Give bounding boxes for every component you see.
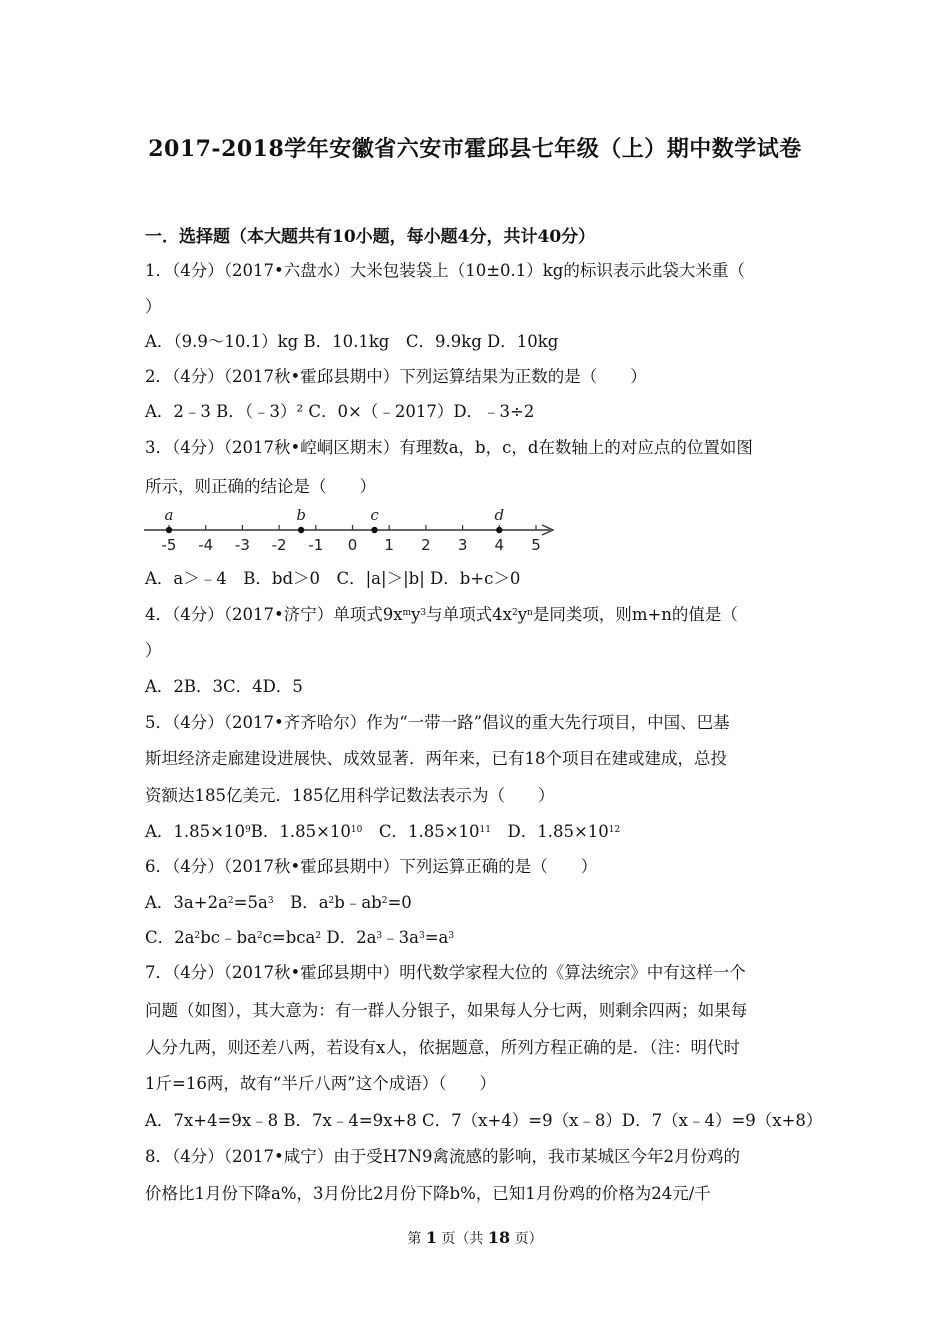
tick-label: 4 bbox=[494, 536, 505, 554]
section-heading: 一．选择题（本大题共有10小题，每小题4分，共计40分） bbox=[145, 227, 596, 247]
q3-options: A．a＞﹣4 B．bd＞0 C．|a|＞|b| D．b+c＞0 bbox=[145, 569, 521, 588]
q3-line2: 所示，则正确的结论是（ ） bbox=[145, 477, 376, 496]
q2-options: A．2﹣3 B．（﹣3）² C．0×（﹣2017）D．﹣3÷2 bbox=[145, 402, 535, 421]
q2-line1: 2．（4分）（2017秋•霍邱县期中）下列运算结果为正数的是（ ） bbox=[145, 367, 647, 386]
q5-line2: 斯坦经济走廊建设进展快、成效显著．两年来，已有18个项目在建或建成，总投 bbox=[145, 749, 727, 768]
tick-label: -2 bbox=[271, 536, 287, 554]
q6-options-ab: A．$3a+2a^2=5a^3$ B．$a^2b﹣ab^2=0$ bbox=[145, 893, 412, 912]
point-c bbox=[371, 527, 377, 533]
tick-label: 3 bbox=[457, 536, 468, 554]
tick-label: -5 bbox=[161, 536, 177, 554]
q6-options-cd: C．$2a^2bc﹣ba^2c=bca^2$ D．$2a^3﹣3a^3=a^3$ bbox=[145, 928, 455, 947]
q4-options: A．2B．3C．4D．5 bbox=[145, 677, 303, 696]
point-a bbox=[166, 527, 172, 533]
point-label-c: c bbox=[370, 506, 379, 524]
tick-label: 2 bbox=[421, 536, 431, 554]
q7-line4: 1斤=16两，故有“半斤八两”这个成语）（ ） bbox=[145, 1074, 496, 1093]
q5-line1: 5．（4分）（2017•齐齐哈尔）作为“一带一路”倡议的重大先行项目，中国、巴基 bbox=[145, 713, 730, 732]
tick-label: 5 bbox=[531, 536, 541, 554]
q8-line2: 价格比1月份下降a%，3月份比2月份下降b%，已知1月份鸡的价格为24元/千 bbox=[145, 1184, 711, 1203]
q6-line1: 6．（4分）（2017秋•霍邱县期中）下列运算正确的是（ ） bbox=[145, 857, 598, 876]
page-footer: 第 1 页（共 18 页） bbox=[407, 1228, 543, 1247]
point-b bbox=[298, 527, 304, 533]
tick-label: 1 bbox=[384, 536, 394, 554]
tick-label: -1 bbox=[308, 536, 324, 554]
q3-line1: 3．（4分）（2017秋•崆峒区期末）有理数a，b，c，d在数轴上的对应点的位置如图 bbox=[145, 438, 753, 457]
q1-options: A．（9.9～10.1）kg B．10.1kg C．9.9kg D．10kg bbox=[145, 332, 559, 351]
q4-line2: ） bbox=[145, 641, 162, 660]
q5-line3: 资额达185亿美元．185亿用科学记数法表示为（ ） bbox=[145, 786, 555, 805]
q7-line2: 问题（如图），其大意为：有一群人分银子，如果每人分七两，则剩余四两；如果每 bbox=[145, 1001, 748, 1020]
tick-label: -3 bbox=[234, 536, 250, 554]
point-label-a: a bbox=[164, 506, 174, 524]
q7-line3: 人分九两，则还差八两，若设有x人，依据题意，所列方程正确的是．（注：明代时 bbox=[145, 1038, 741, 1057]
point-label-d: d bbox=[494, 506, 505, 524]
q1-line2: ） bbox=[145, 297, 162, 316]
q1-line1: 1．（4分）（2017•六盘水）大米包装袋上（10±0.1）kg的标识表示此袋大米重（ bbox=[145, 261, 745, 280]
q5-options: A．$1.85\times 10^9B$．$1.85\times 10^{10}$ C．$1.85\times 10^{11}$ D．$1.85\times 10^{12}$ bbox=[145, 822, 621, 841]
q4-line1: 4．（4分）（2017•济宁）单项式$9x^my^3$与单项式$4x^2y^n$是同类项，则m+n的值是（ bbox=[145, 605, 738, 624]
point-d bbox=[496, 527, 502, 533]
q7-line1: 7．（4分）（2017秋•霍邱县期中）明代数学家程大位的《算法统宗》中有这样一个 bbox=[145, 963, 746, 982]
page-title: 2017-2018学年安徽省六安市霍邱县七年级（上）期中数学试卷 bbox=[148, 136, 802, 162]
number-line-figure bbox=[140, 506, 570, 556]
q8-line1: 8．（4分）（2017•咸宁）由于受H7N9禽流感的影响，我市某城区今年2月份鸡的 bbox=[145, 1147, 741, 1166]
point-label-b: b bbox=[296, 506, 306, 524]
tick-label: -4 bbox=[198, 536, 214, 554]
tick-label: 0 bbox=[347, 536, 358, 554]
q7-options: A．7x+4=9x﹣8 B．7x﹣4=9x+8 C．7（x+4）=9（x﹣8）D．7（x﹣4）=9（x+8） bbox=[145, 1111, 823, 1130]
